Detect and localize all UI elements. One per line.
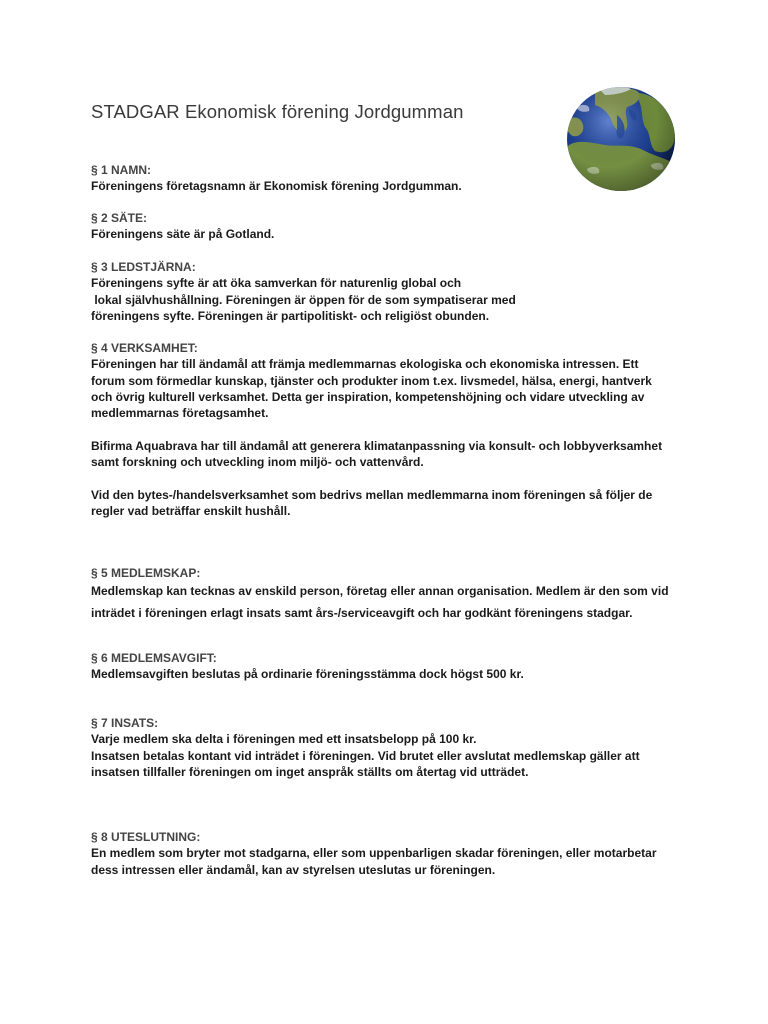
- section-heading-text: UTESLUTNING:: [107, 830, 201, 844]
- section-heading: § 2 SÄTE:: [91, 211, 148, 225]
- section-text-line: regler vad beträffar enskilt hushåll.: [91, 503, 291, 518]
- section-text-line: Varje medlem ska delta i föreningen med ett insatsbelopp på 100 kr.: [91, 732, 477, 747]
- section-text-line: lokal självhushållning. Föreningen är öppen för de som sympatiserar med: [91, 292, 516, 307]
- section-heading: [91, 829, 691, 845]
- section-heading-text: MEDLEMSAVGIFT:: [107, 651, 217, 665]
- section-heading-text: INSATS:: [107, 716, 159, 730]
- section-number: § 8: [91, 830, 108, 844]
- section-text-line: Föreningens säte är på Gotland.: [91, 227, 275, 242]
- section-8-uteslutning: [91, 829, 691, 878]
- section-text-line: Medlemskap kan tecknas av enskild person, företag eller annan organisation. Medlem är den som vid: [91, 584, 669, 598]
- section-text-line: medlemmarnas företagsamhet.: [91, 406, 269, 421]
- section-text-line: insatsen tillfaller föreningen om inget anspråk ställts om återtag vid utträdet.: [91, 764, 529, 779]
- section-3-ledstjarna: [91, 259, 691, 324]
- section-text-line: Vid den bytes-/handelsverksamhet som bedrivs mellan medlemmarna inom föreningen så följer de: [91, 487, 653, 502]
- section-text-line: Föreningens företagsnamn är Ekonomisk förening Jordgumman.: [91, 179, 462, 194]
- section-6-medlemsavgift: [91, 650, 691, 683]
- section-1-namn: [91, 162, 691, 195]
- section-heading: § 1 NAMN:: [91, 163, 152, 177]
- section-text-line: En medlem som bryter mot stadgarna, eller som uppenbarligen skadar föreningen, eller motarbetar: [91, 846, 657, 861]
- document-title: STADGAR Ekonomisk förening Jordgumman: [91, 101, 464, 122]
- section-7-insats: [91, 715, 691, 780]
- section-4-verksamhet: [91, 340, 691, 519]
- section-text-line: Föreningen har till ändamål att främja medlemmarnas ekologiska och ekonomiska intressen. Ett: [91, 357, 639, 372]
- section-2-sate: [91, 210, 691, 243]
- section-heading: § 3 LEDSTJÄRNA:: [91, 260, 196, 274]
- section-text-line: Medlemsavgiften beslutas på ordinarie föreningsstämma dock högst 500 kr.: [91, 667, 524, 682]
- section-heading: [91, 715, 691, 731]
- section-heading: [91, 650, 691, 666]
- section-text-line: föreningens syfte. Föreningen är partipolitiskt- och religiöst obunden.: [91, 308, 490, 323]
- section-text-line: och övrig kulturell verksamhet. Detta ger inspiration, kompetenshöjning och vidare utveckling av: [91, 389, 645, 404]
- section-heading: § 4 VERKSAMHET:: [91, 341, 198, 355]
- section-text-line: inträdet i föreningen erlagt insats samt års-/serviceavgift och har godkänt föreningens stadgar.: [91, 605, 633, 620]
- section-heading: § 5 MEDLEMSKAP:: [91, 566, 201, 580]
- section-number: § 7: [91, 716, 108, 730]
- section-text-line: dess intressen eller ändamål, kan av styrelsen uteslutas ur föreningen.: [91, 862, 496, 877]
- section-text-line: Insatsen betalas kontant vid inträdet i föreningen. Vid brutet eller avslutat medlemskap gäller att: [91, 748, 640, 763]
- section-text-line: forum som förmedlar kunskap, tjänster och produkter inom t.ex. livsmedel, hälsa, energi, hantverk: [91, 373, 652, 388]
- section-number: § 6: [91, 651, 108, 665]
- section-text-line: Föreningens syfte är att öka samverkan för naturenlig global och: [91, 276, 462, 291]
- section-text-line: Bifirma Aquabrava har till ändamål att generera klimatanpassning via konsult- och lobbyverksamhet: [91, 438, 663, 453]
- section-5-medlemskap: [91, 565, 691, 624]
- section-text-line: samt forskning och utveckling inom miljö- och vattenvård.: [91, 455, 424, 470]
